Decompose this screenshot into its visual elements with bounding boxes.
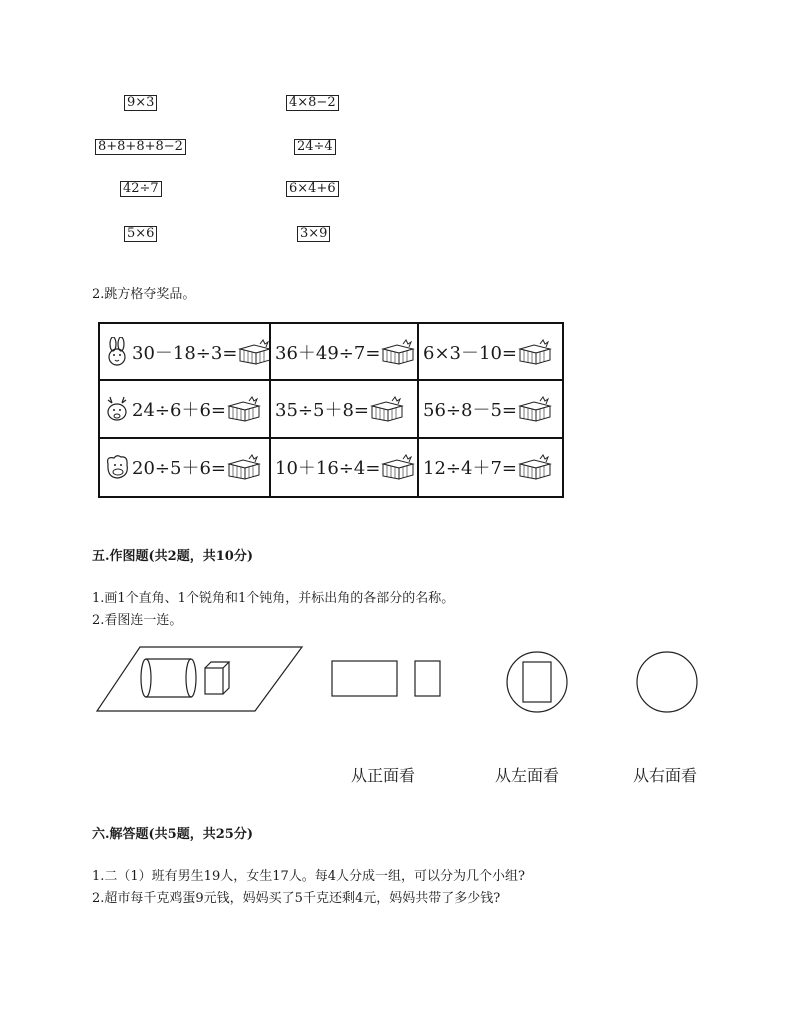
question-title: 2.跳方格夺奖品。 — [92, 287, 196, 302]
grid-cell — [100, 439, 271, 496]
gift-box-icon — [370, 396, 404, 422]
gift-box-icon — [381, 339, 415, 365]
gift-box-icon — [518, 396, 552, 422]
hopscotch-grid — [98, 322, 564, 498]
equation-text: 12÷4＋7= — [423, 458, 517, 480]
grid-cell — [271, 381, 419, 438]
cuboid-shape — [205, 662, 229, 694]
grid-cell — [100, 381, 271, 438]
view-label-right: 从右面看 — [633, 766, 698, 785]
gift-box-icon — [238, 339, 271, 365]
equation-text: 30－18÷3= — [132, 342, 238, 364]
plane-parallelogram — [97, 647, 302, 711]
question-text: 2.看图连一连。 — [92, 613, 183, 628]
expression-box: 9×3 — [124, 95, 157, 111]
deer-icon — [104, 394, 130, 424]
grid-cell — [271, 324, 419, 381]
expression-box: 5×6 — [124, 226, 157, 242]
view-label-left: 从左面看 — [495, 766, 560, 785]
rabbit-icon — [104, 337, 130, 367]
expression-box: 24÷4 — [294, 139, 336, 155]
wide-rectangle-view — [332, 661, 397, 696]
grid-cell — [271, 439, 419, 496]
circle-view — [637, 652, 697, 712]
equation-text: 36＋49÷7= — [275, 342, 381, 364]
question-text: 2.超市每千克鸡蛋9元钱，妈妈买了5千克还剩4元，妈妈共带了多少钱? — [92, 891, 501, 906]
grid-cell — [419, 324, 562, 381]
grid-cell — [419, 439, 562, 496]
gift-box-icon — [518, 339, 552, 365]
equation-text: 24÷6＋6= — [132, 399, 226, 421]
gift-box-icon — [518, 454, 552, 480]
question-text: 1.二（1）班有男生19人，女生17人。每4人分成一组，可以分为几个小组? — [92, 869, 525, 884]
expression-box: 3×9 — [297, 226, 330, 242]
expression-box: 4×8−2 — [286, 95, 339, 111]
equation-text: 6×3－10= — [423, 342, 517, 364]
section-heading: 五.作图题(共2题，共10分) — [92, 549, 253, 564]
expression-box: 8+8+8+8−2 — [95, 139, 186, 155]
question-text: 1.画1个直角、1个锐角和1个钝角，并标出角的各部分的名称。 — [92, 591, 455, 606]
narrow-rectangle-view — [415, 661, 440, 696]
circle-with-rectangle-view — [507, 652, 567, 712]
equation-text: 10＋16÷4= — [275, 458, 381, 480]
view-label-front: 从正面看 — [351, 766, 416, 785]
cylinder-shape — [141, 659, 196, 697]
equation-text: 20÷5＋6= — [132, 458, 226, 480]
gift-box-icon — [227, 396, 261, 422]
expression-box: 6×4+6 — [286, 181, 339, 197]
gift-box-icon — [227, 454, 261, 480]
section-heading: 六.解答题(共5题，共25分) — [92, 827, 253, 842]
gift-box-icon — [381, 454, 415, 480]
grid-cell — [419, 381, 562, 438]
hippo-icon — [104, 452, 130, 482]
equation-text: 56÷8－5= — [423, 399, 517, 421]
solids-figure — [90, 640, 710, 730]
grid-cell — [100, 324, 271, 381]
equation-text: 35÷5＋8= — [275, 399, 369, 421]
expression-box: 42÷7 — [120, 181, 162, 197]
